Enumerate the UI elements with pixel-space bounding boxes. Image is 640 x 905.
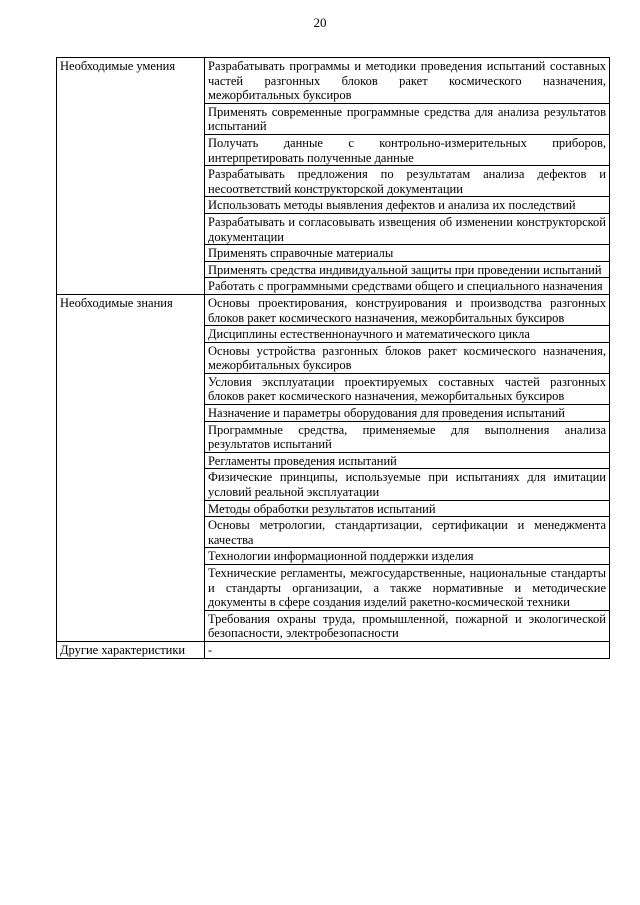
other-item: - [205,641,610,658]
row-label-skills: Необходимые умения [57,58,205,295]
skill-item: Применять современные программные средства для анализа результатов испытаний [205,103,610,134]
page-number: 20 [313,15,327,30]
row-label-knowledge: Необходимые знания [57,294,205,641]
knowledge-item: Физические принципы, используемые при испытаниях для имитации условий реальной эксплуатации [205,469,610,500]
skill-item: Получать данные с контрольно-измерительных приборов, интерпретировать полученные данные [205,134,610,165]
knowledge-item: Дисциплины естественнонаучного и математического цикла [205,326,610,343]
skill-item: Использовать методы выявления дефектов и анализа их последствий [205,197,610,214]
knowledge-item: Технические регламенты, межгосударственные, национальные стандарты и стандарты организации, а также нормативные и методические документы в сфере создания изделий ракетно-космической техники [205,565,610,611]
skill-item: Применять средства индивидуальной защиты при проведении испытаний [205,261,610,278]
skill-item: Разрабатывать и согласовывать извещения об изменении конструкторской документации [205,213,610,244]
knowledge-item: Основы метрологии, стандартизации, сертификации и менеджмента качества [205,517,610,548]
knowledge-item: Технологии информационной поддержки изделия [205,548,610,565]
knowledge-item: Регламенты проведения испытаний [205,452,610,469]
table-row [57,58,610,104]
knowledge-item: Основы проектирования, конструирования и производства разгонных блоков ракет космического назначения, межорбитальных буксиров [205,294,610,325]
row-label-other: Другие характеристики [57,641,205,658]
skill-item: Разрабатывать предложения по результатам анализа дефектов и несоответствий конструкторской документации [205,166,610,197]
knowledge-item: Требования охраны труда, промышленной, пожарной и экологической безопасности, электробезопасности [205,610,610,641]
knowledge-item: Основы устройства разгонных блоков ракет космического назначения, межорбитальных буксиров [205,342,610,373]
characteristics-table [56,57,610,659]
table-row [57,641,610,658]
knowledge-item: Условия эксплуатации проектируемых составных частей разгонных блоков ракет космического назначения, межорбитальных буксиров [205,373,610,404]
skill-item: Применять справочные материалы [205,245,610,262]
knowledge-item: Программные средства, применяемые для выполнения анализа результатов испытаний [205,421,610,452]
skill-item: Разрабатывать программы и методики проведения испытаний составных частей разгонных блоков ракет космического назначения, межорбитальных буксиров [205,58,610,104]
knowledge-item: Методы обработки результатов испытаний [205,500,610,517]
knowledge-item: Назначение и параметры оборудования для проведения испытаний [205,405,610,422]
table-row [57,294,610,325]
skill-item: Работать с программными средствами общего и специального назначения [205,278,610,295]
